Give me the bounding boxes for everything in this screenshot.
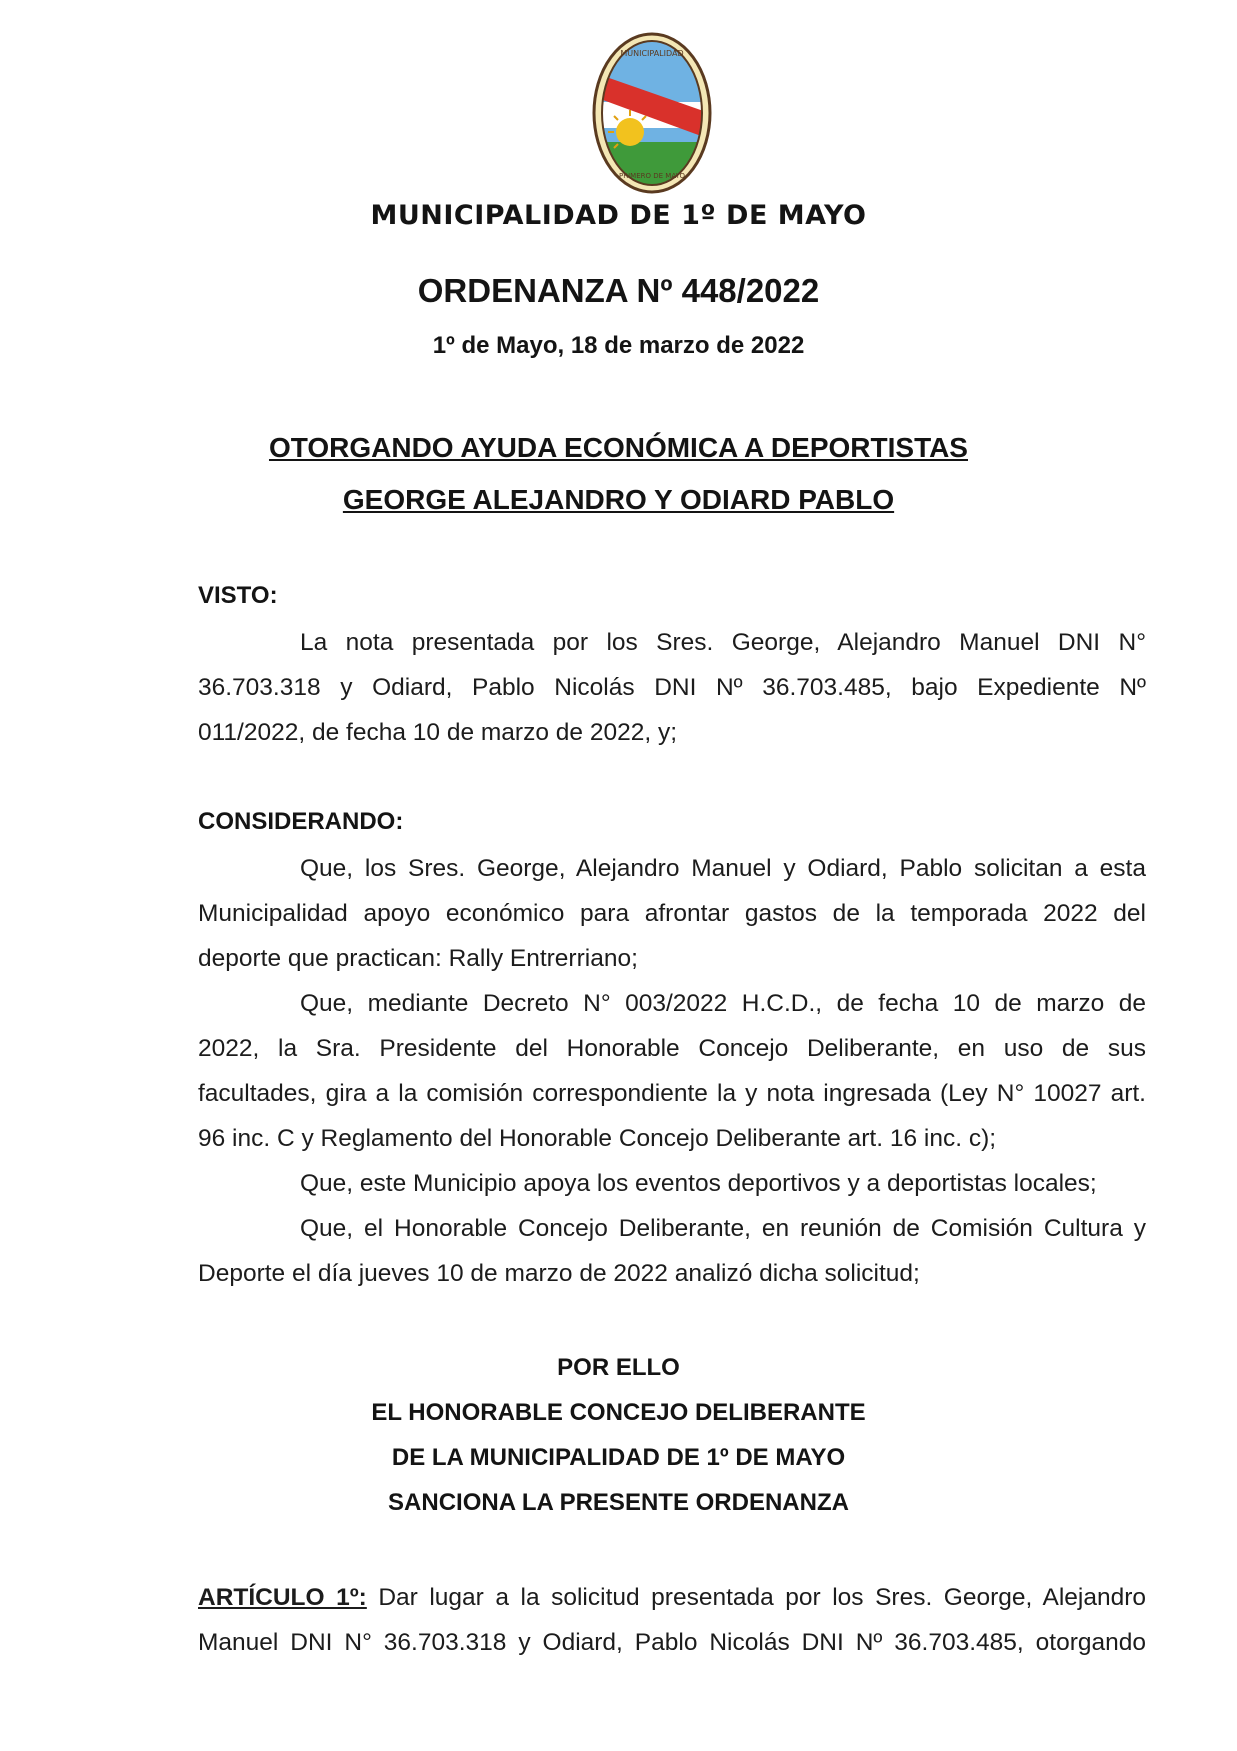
paragraph-line: Manuel DNI N° 36.703.318 y Odiard, Pablo Nicolás DNI Nº 36.703.485, otorgando — [198, 1629, 1146, 1656]
municipality-title: MUNICIPALIDAD DE 1º DE MAYO — [370, 200, 867, 231]
paragraph-line: facultades, gira a la comisión correspondiente la y nota ingresada (Ley N° 10027 art. — [198, 1080, 1146, 1107]
paragraph-line: Municipalidad apoyo económico para afrontar gastos de la temporada 2022 del — [198, 900, 1146, 927]
paragraph-line: Que, el Honorable Concejo Deliberante, en reunión de Comisión Cultura y — [300, 1215, 1146, 1242]
article-1 — [198, 1575, 1146, 1665]
paragraph-line: 2022, la Sra. Presidente del Honorable Concejo Deliberante, en uso de sus — [198, 1035, 1146, 1062]
paragraph-line: Que, este Municipio apoya los eventos deportivos y a deportistas locales; — [300, 1170, 1097, 1197]
ordinance-number: ORDENANZA Nº 448/2022 — [417, 272, 820, 309]
paragraph-line: La nota presentada por los Sres. George, Alejandro Manuel DNI N° — [300, 629, 1146, 656]
paragraph-line: 36.703.318 y Odiard, Pablo Nicolás DNI Nº 36.703.485, bajo Expediente Nº — [198, 674, 1146, 701]
ordinance-date: 1º de Mayo, 18 de marzo de 2022 — [432, 332, 805, 359]
paragraph-line: Deporte el día jueves 10 de marzo de 2022 analizó dicha solicitud; — [198, 1260, 920, 1287]
considerando-paragraphs — [198, 846, 1146, 1296]
seal-top-text: MUNICIPALIDAD — [620, 49, 684, 58]
municipal-seal-icon — [592, 32, 712, 194]
enactment-line-2: EL HONORABLE CONCEJO DELIBERANTE — [371, 1399, 866, 1426]
subject-line-1: OTORGANDO AYUDA ECONÓMICA A DEPORTISTAS — [268, 432, 968, 463]
visto-paragraph — [198, 620, 1146, 755]
enactment-line-4: SANCIONA LA PRESENTE ORDENANZA — [388, 1489, 849, 1516]
article-1-line — [198, 1575, 1146, 1620]
paragraph-line: 96 inc. C y Reglamento del Honorable Concejo Deliberante art. 16 inc. c); — [198, 1125, 997, 1152]
article-1-label: ARTÍCULO 1º: — [198, 1584, 367, 1611]
article-1-text: Dar lugar a la solicitud presentada por los Sres. George, Alejandro — [378, 1584, 1146, 1611]
seal-bottom-text: PRIMERO DE MAYO — [619, 172, 685, 180]
paragraph-line: deporte que practican: Rally Entrerriano; — [198, 945, 638, 972]
enactment-line-1: POR ELLO — [557, 1354, 680, 1381]
enactment-line-3: DE LA MUNICIPALIDAD DE 1º DE MAYO — [391, 1444, 846, 1471]
paragraph-line: 011/2022, de fecha 10 de marzo de 2022, y; — [198, 719, 678, 746]
paragraph-line: Que, mediante Decreto N° 003/2022 H.C.D., de fecha 10 de marzo de — [300, 990, 1146, 1017]
visto-heading: VISTO: — [198, 582, 278, 609]
paragraph-line: Que, los Sres. George, Alejandro Manuel y Odiard, Pablo solicitan a esta — [300, 855, 1146, 882]
considerando-heading: CONSIDERANDO: — [198, 808, 404, 835]
subject-line-2: GEORGE ALEJANDRO Y ODIARD PABLO — [342, 484, 895, 515]
